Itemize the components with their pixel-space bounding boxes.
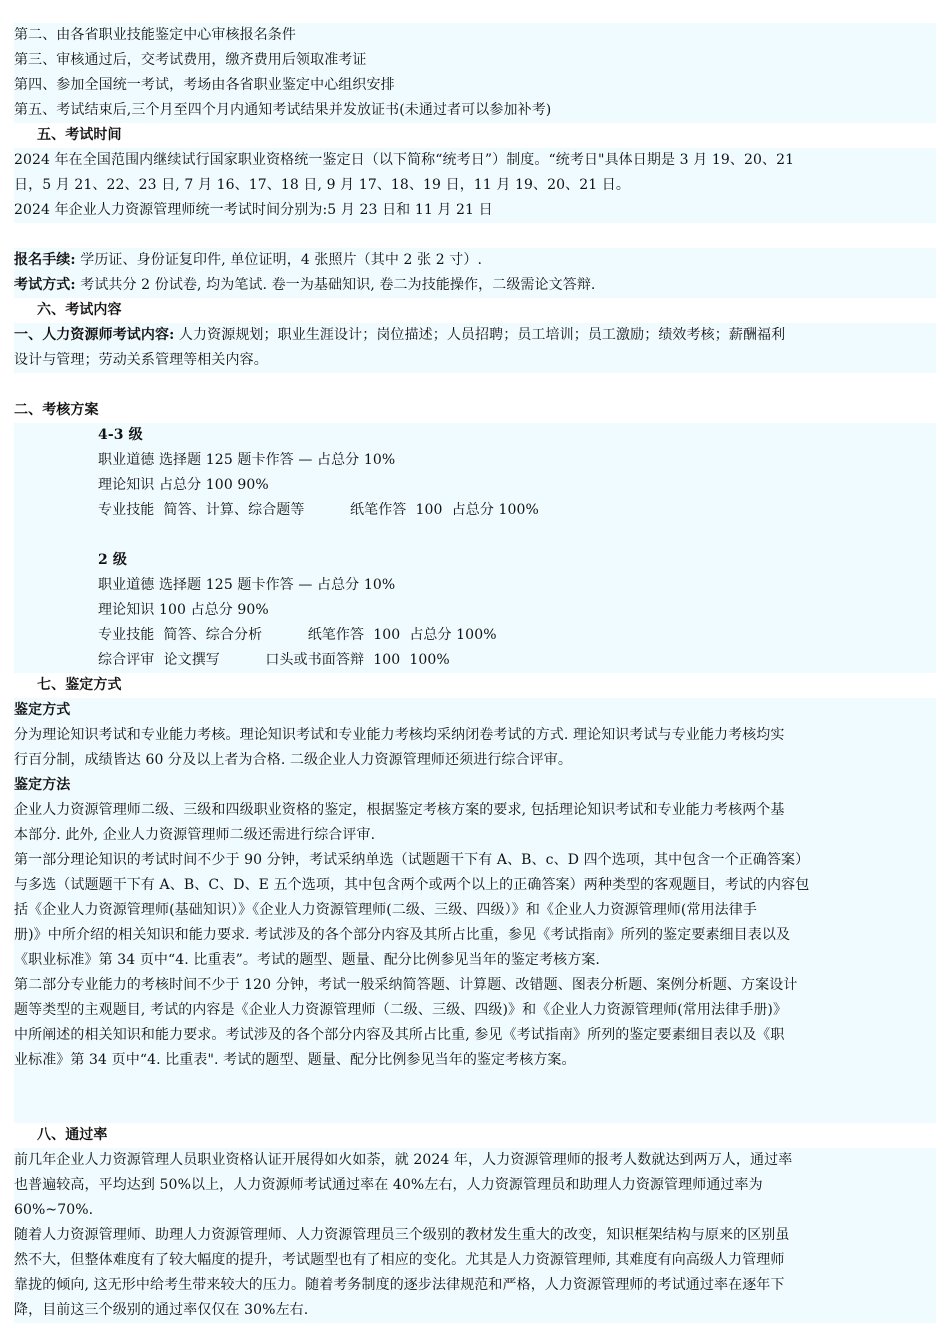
spacer	[14, 373, 936, 398]
passrate-line: 也普遍较高，平均达到 50%以上，人力资源师考试通过率在 40%左右，人力资源管理员和助理人力资源管理师通过率为	[14, 1173, 936, 1198]
content-line-2: 设计与管理；劳动关系管理等相关内容。	[14, 348, 936, 373]
change-line: 降，目前这三个级别的通过率仅仅在 30%左右.	[14, 1298, 936, 1323]
section5-line-3: 2024 年企业人力资源管理师统一考试时间分别为:5 月 23 日和 11 月 21 日	[14, 198, 936, 223]
approach-line: 企业人力资源管理师二级、三级和四级职业资格的鉴定，根据鉴定考核方案的要求, 包括理论知识考试和专业能力考核两个基	[14, 798, 936, 823]
part1-line: 括《企业人力资源管理师(基础知识）》《企业人力资源管理师(二级、三级、四级）》和《企业人力资源管理师(常用法律手	[14, 898, 936, 923]
level-2-row: 综合评审 论文撰写 口头或书面答辩 100 100%	[14, 648, 936, 673]
level-43-row: 职业道德 选择题 125 题卡作答 — 占总分 10%	[14, 448, 936, 473]
part2-line: 第二部分专业能力的考核时间不少于 120 分钟，考试一般采纳简答题、计算题、改错题、图表分析题、案例分析题、方案设计	[14, 973, 936, 998]
registration-text: 学历证、身份证复印件, 单位证明，4 张照片（其中 2 张 2 寸）.	[75, 252, 483, 268]
section5-heading: 五、考试时间	[14, 123, 936, 148]
passrate-line: 前几年企业人力资源管理人员职业资格认证开展得如火如荼，就 2024 年，人力资源管理师的报考人数就达到两万人，通过率	[14, 1148, 936, 1173]
document-page	[14, 23, 936, 1323]
section8-heading: 八、通过率	[14, 1123, 936, 1148]
step-4: 第四、参加全国统一考试，考场由各省职业鉴定中心组织安排	[14, 73, 936, 98]
exam-method-line	[14, 273, 936, 298]
spacer	[14, 1098, 936, 1123]
level-2-row: 职业道德 选择题 125 题卡作答 — 占总分 10%	[14, 573, 936, 598]
spacer	[14, 523, 936, 548]
step-2: 第二、由各省职业技能鉴定中心审核报名条件	[14, 23, 936, 48]
part1-line: 与多选（试题题干下有 A、B、C、D、E 五个选项，其中包含两个或两个以上的正确答案）两种类型的客观题目，考试的内容包	[14, 873, 936, 898]
section5-line-2: 日，5 月 21、22、23 日, 7 月 16、17、18 日, 9 月 17、18、19 日，11 月 19、20、21 日。	[14, 173, 936, 198]
level-43-row: 理论知识 占总分 100 90%	[14, 473, 936, 498]
approach-label: 鉴定方法	[14, 773, 936, 798]
part2-line: 业标准》第 34 页中“4. 比重表". 考试的题型、题量、配分比例参见当年的鉴定考核方案。	[14, 1048, 936, 1073]
part2-line: 中所阐述的相关知识和能力要求。考试涉及的各个部分内容及其所占比重, 参见《考试指南》所列的鉴定要素细目表以及《职	[14, 1023, 936, 1048]
exam-method-text: 考试共分 2 份试卷, 均为笔试. 卷一为基础知识, 卷二为技能操作，二级需论文答辩.	[75, 277, 596, 293]
spacer	[14, 223, 936, 248]
method-line: 分为理论知识考试和专业能力考核。理论知识考试和专业能力考核均采纳闭卷考试的方式. 理论知识考试与专业能力考核均实	[14, 723, 936, 748]
registration-line	[14, 248, 936, 273]
level-2-row: 理论知识 100 占总分 90%	[14, 598, 936, 623]
level-2-row: 专业技能 简答、综合分析 纸笔作答 100 占总分 100%	[14, 623, 936, 648]
level-43-row: 专业技能 简答、计算、综合题等 纸笔作答 100 占总分 100%	[14, 498, 936, 523]
change-line: 靠拢的倾向, 这无形中给考生带来较大的压力。随着考务制度的逐步法律规范和严格，人力资源管理师的考试通过率在逐年下	[14, 1273, 936, 1298]
step-5: 第五、考试结束后,三个月至四个月内通知考试结果并发放证书(未通过者可以参加补考)	[14, 98, 936, 123]
content-line-1	[14, 323, 936, 348]
part1-line: 册)》中所介绍的相关知识和能力要求. 考试涉及的各个部分内容及其所占比重，参见《考试指南》所列的鉴定要素细目表以及	[14, 923, 936, 948]
exam-method-label: 考试方式:	[14, 277, 76, 293]
method-label: 鉴定方式	[14, 698, 936, 723]
part2-line: 题等类型的主观题目, 考试的内容是《企业人力资源管理师（二级、三级、四级)》和《企业人力资源管理师(常用法律手册)》	[14, 998, 936, 1023]
method-line: 行百分制，成绩皆达 60 分及以上者为合格. 二级企业人力资源管理师还须进行综合评审。	[14, 748, 936, 773]
level-2-heading: 2 级	[14, 548, 936, 573]
section6-heading: 六、考试内容	[14, 298, 936, 323]
part1-line: 第一部分理论知识的考试时间不少于 90 分钟，考试采纳单选（试题题干下有 A、B、c、D 四个选项，其中包含一个正确答案）	[14, 848, 936, 873]
content-text-a: 人力资源规划；职业生涯设计；岗位描述；人员招聘；员工培训；员工激励；绩效考核；薪酬福利	[174, 327, 786, 343]
part1-line: 《职业标准》第 34 页中“4. 比重表”。考试的题型、题量、配分比例参见当年的鉴定考核方案.	[14, 948, 936, 973]
spacer	[14, 1073, 936, 1098]
section7-heading: 七、鉴定方式	[14, 673, 936, 698]
change-line: 随着人力资源管理师、助理人力资源管理师、人力资源管理员三个级别的教材发生重大的改变，知识框架结构与原来的区别虽	[14, 1223, 936, 1248]
step-3: 第三、审核通过后，交考试费用，缴齐费用后领取准考证	[14, 48, 936, 73]
section5-line-1: 2024 年在全国范围内继续试行国家职业资格统一鉴定日（以下简称“统考日”）制度。“统考日"具体日期是 3 月 19、20、21	[14, 148, 936, 173]
change-line: 然不大，但整体难度有了较大幅度的提升，考试题型也有了相应的变化。尤其是人力资源管理师, 其难度有向高级人力管理师	[14, 1248, 936, 1273]
passrate-line: 60%~70%.	[14, 1198, 936, 1223]
content-label: 一、人力资源师考试内容:	[14, 327, 175, 343]
level-43-heading: 4-3 级	[14, 423, 936, 448]
plan-heading: 二、考核方案	[14, 398, 936, 423]
registration-label: 报名手续:	[14, 252, 76, 268]
approach-line: 本部分. 此外, 企业人力资源管理师二级还需进行综合评审.	[14, 823, 936, 848]
